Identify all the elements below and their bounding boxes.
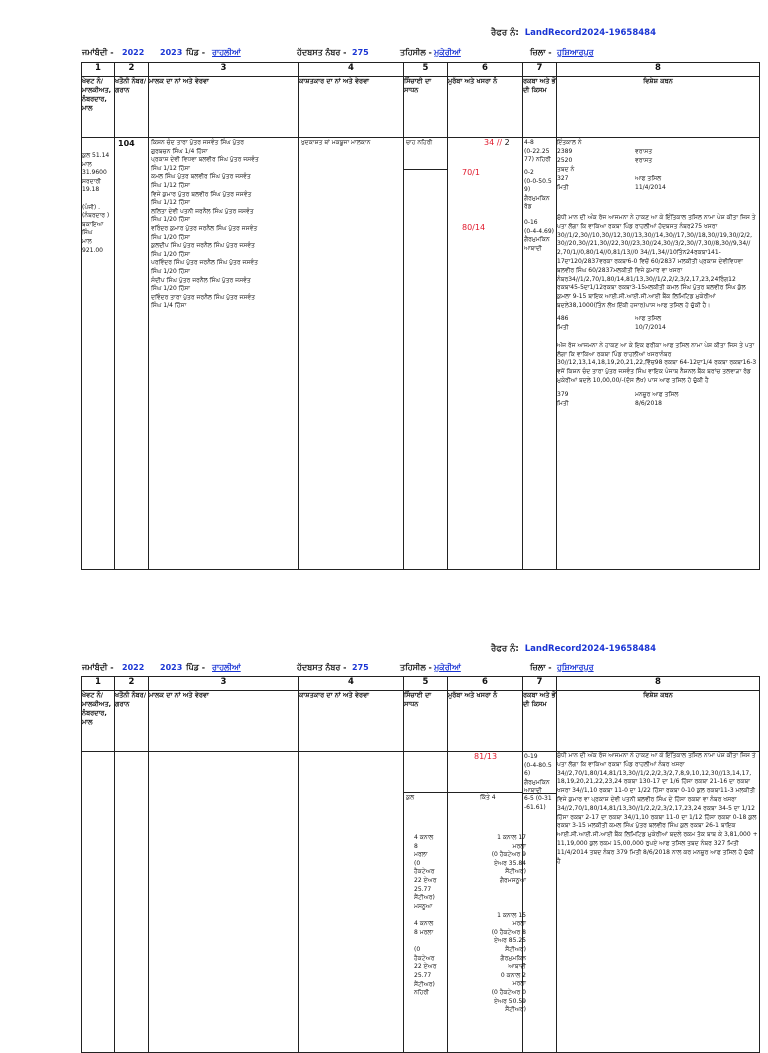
mutation-value: ਵਰਾਸਤ [635,148,653,155]
hadbast-number: 275 [352,48,369,57]
area-value: 0-16 [524,219,538,226]
year-start: 2022 [122,48,145,57]
murabba-entry [448,223,522,232]
reference-label: ਰੈਫਰ ਨੰ: [491,28,519,38]
tehsil-name: ਮੁਕੇਰੀਆਂ [434,663,461,672]
owner-list [151,139,296,311]
area-value: 77) ਨਹਿਰੀ [524,156,551,164]
owner-line: ਵਰਿੰਦਰ ਕੁਮਾਰ ਪੁੱਤਰ ਜਰਨੈਲ ਸਿੰਘ ਪੁੱਤਰ ਜਸਵੰਤ [151,224,258,232]
area-value: ਗੈਰਮੁਮਕਿਨ [524,194,550,202]
khewat-line: 921.00 [82,246,103,254]
remarks-cell [557,752,760,1053]
heading-owner: ਮਾਲਕ ਦਾ ਨਾਂ ਅਤੇ ਵੇਰਵਾ [149,77,299,138]
khewat-line: ਬਕਾਇਆ ਸਿੰਘ [82,220,104,237]
mutation-value: ਆਫ ਤਸਿਲ [635,314,662,322]
remark-paragraph: ਸ਼ੁੱਧੀ ਮਾਨ ਦੀ ਅੰਕ ਰੋਜ ਆਜਮਨਾ ਨੇ ਹਾਕਣ ਆ ਕੇ ਇੰਤਿਕਾਲ ਤਸਿਲ ਨਾਮਾ ਪੇਸ਼ ਕੀਤਾ ਜਿਸ ਤੇ ਪਤਾ ਲੱਗਾ ਕਿ ਵਾਕਿਆ ਰਕਬਾ ਪਿੰਡ ਰਾਹਲੀਆਂ ਹੱਦਬਸਤ ਨੰਬਰ275 ਖਸਰਾ 30//1/2,30//10,30//12,30//13,30//14,30//17,30//18,30//19,30//2/2, 30//20,30//21,30//22,30//23,30//24,30//3/2,30//7,30//8,30//9,34// 2,70/1//0,80/14//0,81/13//0 34//1,34//10ਤਿੰਨ24ਰਕਬਾ141-17ਦਾ120/2837ਵਰਕਾ ਰਕਬਾ6-0 ਵਿਚੋਂ 60/2837 ਮਲਕੀਤੀ ਪ੍ਰਕਾਸ਼ ਦੇਵੀਵਿਧਵਾ ਬਲਵੀਰ ਸਿੰਘ 60/2837ਮਲਕੀਤੀ ਵਿਜੇ ਕੁਮਾਰ ਵਾ ਖਸਰਾ ਨੰਬਰ34//1/2,70/1,80/14,81/13,30//1/2,2/2,3/2,17,23,24ਰਿੰਗ12 ਰਕਬਾ45-5ਦਾ1/12ਰਕਬਾ ਰਕਬਾ3-15ਮਲਕੀਤੀ ਕਮਲ ਸਿੰਘ ਪੁੱਤਰ ਬਲਵੀਰ ਸਿੰਘ ਕੁੱਲ ਕੁਮਲਾ 9-15 ਬਾਇਕ ਆਈ.ਸੀ.ਆਈ.ਸੀ.ਆਈ ਬੈਂਕ ਲਿਮਿਟਿਡ ਮੁਕੇਰੀਆਂ ਬਦਲੇ38,1000(ਤਿੰਨ ਲੱਖ ਇੱਕੀ ਹਜਾਰ)ਪਾਸ ਆਫ ਤਸਿਲ ਹੋ ਚੁੱਕੀ ਹੈ। [557,214,756,309]
area-line: (0 [414,946,421,954]
area-line: ਮਰਲਾ [512,980,526,988]
village-name: ਰਾਹਲੀਆਂ [212,48,241,57]
area-value: 0-2 [524,169,534,176]
khasra-number: 81/13 [474,752,498,761]
owner-line: ਪਰਵਿੰਦਰ ਸਿੰਘ ਪੁੱਤਰ ਜਰਨੈਲ ਸਿੰਘ ਪੁੱਤਰ ਜਸਵੰਤ [151,259,259,267]
owner-line: ਗੁਰਬਚਨ ਸਿੰਘ 1/4 ਹਿੱਸਾ [151,147,208,155]
area-value: ਆਬਾਦੀ [524,244,542,252]
khasra-number: 70/1 [462,168,480,177]
tehsil-label: ਤਹਿਸੀਲ - [400,663,432,672]
irrigation-cell [404,138,448,570]
area-cell [523,752,557,1053]
owner-cell [149,752,299,1053]
area-value: (0-4-4.69) [524,227,555,235]
tehsil-name: ਮੁਕੇਰੀਆਂ [434,48,461,57]
area-total [523,793,556,813]
area-entry [524,169,555,219]
area-line: ਸੈਂਟੀਅਰ) [505,868,526,876]
remark-paragraph: ਸ਼ੁੱਧੀ ਮਾਨ ਦੀ ਅੰਕ ਰੋਜ ਆਜਮਨਾ ਨੇ ਹਾਕਣ ਆ ਕੇ ਇੰਤਿਕਾਲ ਤਸਿਲ ਨਾਮਾ ਪੇਸ਼ ਕੀਤਾ ਜਿਸ ਤੇ ਪਤਾ ਲੱਗਾ ਕਿ ਵਾਕਿਆ ਰਕਬਾ ਪਿੰਡ ਰਾਹਲੀਆਂ ਨੰਬਰ ਖਸਰਾ 34//2,70/1,80/14,81/13,30//1/2,2/2,3/2,7,8,9,10,12,30//13,14,17, 18,19,20,21,22,23,24 ਰਕਬਾ 130-17 ਦਾ 1/6 ਹਿੱਸਾ ਰਕਬਾ 21-16 ਦਾ ਰਕਬਾ ਖਸਰਾ 34//1,10 ਰਕਬਾ 11-0 ਦਾ 1/22 ਹਿੱਸਾ ਰਕਬਾ 0-10 ਕੁਲ ਰਕਬਾ11-3 ਮਲਕੀਤੀ ਵਿਜੇ ਕੁਮਾਰ ਵਾ ਪ੍ਰਕਾਸ਼ ਦੇਵੀ ਪਤਨੀ ਬਲਵੀਰ ਸਿੰਘ ਦੇ ਹਿੱਸਾ ਰਕਬਾ ਵਾ ਨੰਬਰ ਖਸਰਾ 34//2,70/1,80/14,81/13,30//1/2,2/2,3/2,17,23,24 ਰਕਬਾ 34-5 ਦਾ 1/12 ਹਿੱਸਾ ਰਕਬਾ 2-17 ਦਾ ਰਕਬਾ 34//1,10 ਰਕਬਾ 11-0 ਦਾ 1/12 ਹਿੱਸਾ ਰਕਬਾ 0-18 ਕੁਲ ਰਕਬਾ 3-15 ਮਲਕੀਤੀ ਕਮਲ ਸਿੰਘ ਪੁੱਤਰ ਬਲਵੀਰ ਸਿੰਘ ਕੁਲ ਰਕਬਾ 26-1 ਬਾਇਕ ਆਈ.ਸੀ.ਆਈ.ਸੀ.ਆਈ ਬੈਂਕ ਲਿਮਿਟਿਡ ਮੁਕੇਰੀਆਂ ਬਦਲੇ ਰਕਮ ਤੱਕ ਬਾਬ ਕੇ 3,81,000 + 11,19,000 ਕੁਲ ਰਕਮ 15,00,000 ਰੁਪਏ ਆਫ ਤਸਿਲ ਤਬਦ ਨੰਬਰ 327 ਮਿਤੀ 11/4/2014 ਤਬਦ ਨੰਬਰ 379 ਮਿਤੀ 8/6/2018 ਨਾਲ ਕਰ ਮਨਜ਼ੂਰ ਆਫ ਤਸਿਲ ਹੋ ਚੁੱਕੀ ਹੈ [557,752,758,865]
mutation-value: 8/6/2018 [635,399,662,407]
mutation-value: ਵਰਾਸਤ [635,157,653,164]
heading-owner: ਮਾਲਕ ਦਾ ਨਾਂ ਅਤੇ ਵੇਰਵਾ [149,691,299,752]
owner-line: ਸਿੰਘ 1/20 ਹਿੱਸਾ [151,250,191,258]
owner-line: ਸਿੰਘ 1/12 ਹਿੱਸਾ [151,164,191,172]
area-line: ਏਅਰ 85.25 [494,937,526,945]
area-block-left-2 [414,920,486,997]
mutation-key: ਮਿਤੀ [557,184,569,191]
area-line: ਮਸਨੂਆ [414,902,433,910]
khasra-number: 80/14 [462,223,486,232]
khewat-cell [82,138,115,570]
area-line: 22 ਏਅਰ [414,963,437,971]
khewat-line: 31.9600 [82,169,107,177]
khewat-line: ਮਾਲ [82,237,92,245]
mutation-row [557,390,759,399]
district-name: ਹੁਸ਼ਿਆਰਪੁਰ [557,48,594,57]
area-value: ਗੈਰਮੁਮਕਿਨ [524,778,550,786]
khewat-line: 19.18 [82,186,100,194]
heading-cultivator: ਕਾਸ਼ਤਕਾਰ ਦਾ ਨਾਂ ਅਤੇ ਵੇਰਵਾ [299,691,404,752]
record-row [82,138,760,570]
mutation-row [557,314,759,323]
area-line: ਏਅਰ 50.59 [494,997,526,1005]
column-heading-row [82,77,760,138]
mutation-row [557,165,759,174]
owner-line: ਪ੍ਰਕਾਸ਼ ਦੇਵੀ ਵਿਧਵਾ ਬਲਵੀਰ ਸਿੰਘ ਪੁੱਤਰ ਜਸਵੰਤ [151,156,259,164]
reference-number [491,644,656,654]
tehsil-label: ਤਹਿਸੀਲ - [400,48,432,57]
heading-remarks: ਵਿਸ਼ੇਸ਼ ਕਥਨ [557,77,760,138]
area-line: 25.77 [414,971,432,979]
column-heading-row [82,691,760,752]
mutation-row [557,174,759,183]
col-num-3: 3 [149,677,299,691]
remark-mutation-list [557,390,759,408]
area-cell [523,138,557,570]
khatauni-number: 104 [118,139,135,148]
owner-line: ਕੁਲਦੀਪ ਸਿੰਘ ਪੁੱਤਰ ਜਰਨੈਲ ਸਿੰਘ ਪੁੱਤਰ ਜਸਵੰਤ [151,242,255,250]
record-table [81,62,760,570]
murabba-cell [414,752,526,1053]
area-line: ਸੈਂਟੀਅਰ) [414,980,435,988]
owner-line: ਸਿੰਘ 1/12 ਹਿੱਸਾ [151,181,191,189]
village-name: ਰਾਹਲੀਆਂ [212,663,241,672]
area-block-left-1 [414,834,486,911]
remark-mutation-list [557,314,759,332]
record-table [81,676,760,1053]
area-line: 1 ਕਨਾਲ 17 [497,834,526,841]
khatauni-cell [115,752,149,1053]
reference-value: LandRecord2024-19658484 [524,644,656,654]
village-label: ਪਿੰਡ - [186,48,206,57]
district-label: ਜ਼ਿਲਾ - [530,663,552,672]
owner-line: ਸਿੰਘ 1/20 ਹਿੱਸਾ [151,285,191,293]
reference-number [491,28,656,38]
area-value: (0-22.25 [524,147,550,155]
col-num-8: 8 [557,63,760,77]
mutation-value: 10/7/2014 [635,323,666,331]
khewat-cell [82,752,115,1053]
hadbast-label: ਹੱਦਬਸਤ ਨੰਬਰ - [297,663,347,672]
area-line: ਹੈਕਟੇਅਰ [414,954,435,962]
col-num-6: 6 [448,63,523,77]
area-line: (0 ਹੈਕਟੇਅਰ 9 [491,851,526,859]
owner-line: ਵਿਜੇ ਕੁਮਾਰ ਪੁੱਤਰ ਬਲਵੀਰ ਸਿੰਘ ਪੁੱਤਰ ਜਸਵੰਤ [151,190,252,198]
col-num-3: 3 [149,63,299,77]
col-num-4: 4 [299,63,404,77]
area-value: ਆਬਾਦੀ [524,787,542,795]
col-num-7: 7 [523,677,557,691]
area-line: ਆਬਾਦੀ [508,963,526,971]
irrigation-text: ਚਾਹ ਨਹਿਰੀ [406,139,433,146]
khewat-details [82,152,114,255]
reference-value: LandRecord2024-19658484 [524,28,656,38]
col-num-2: 2 [115,677,149,691]
col-num-1: 1 [82,677,115,691]
khasra-total: ਕਿੱਤੇ 4 [448,792,522,834]
col-num-5: 5 [404,63,448,77]
khatauni-cell [115,138,149,570]
record-header [82,48,702,60]
mutation-list [557,138,759,192]
jamabandi-label: ਜਮਾਂਬੰਦੀ - [82,48,114,57]
cultivator-cell [299,138,404,570]
khewat-line [82,195,114,204]
area-line: ਗੈਰਮੁਮਕਿਨ [500,954,526,962]
jamabandi-label: ਜਮਾਂਬੰਦੀ - [82,663,114,672]
mutation-key: ਇੰਤਕਾਲ ਨੰ [557,139,582,146]
area-value: 4-8 [524,139,534,146]
remarks-cell [557,138,760,570]
reference-label: ਰੈਫਰ ਨੰ: [491,644,519,654]
mutation-row [557,323,759,332]
area-line: ਮਰਲਾ [512,920,526,928]
owner-line: ਸਿੰਘ 1/12 ਹਿੱਸਾ [151,199,191,207]
murabba-cell [448,138,523,570]
year-start: 2022 [122,663,145,672]
col-num-5: 5 [404,677,448,691]
area-value: (0-4-80.5 [524,761,552,769]
heading-irrigation: ਸਿੰਚਾਈ ਦਾ ਸਾਧਨ [404,691,448,752]
col-num-2: 2 [115,63,149,77]
area-value: 6-5 (0-31 [524,795,552,802]
column-number-row [82,63,760,77]
area-line: ਮਰਲਾ [512,842,526,850]
area-line: ਸੈਂਟੀਅਰ) [505,945,526,953]
area-line: ਸੈਂਟੀਅਰ) [505,1006,526,1014]
area-value: ਰੋਡ [524,203,532,211]
mutation-key: 2389 [557,148,573,155]
area-line: (0 [414,859,421,867]
remark-paragraph: ਅੱਜ ਰੋਜ ਆਜਮਨਾ ਨੇ ਹਾਕਣ ਆ ਕੇ ਇਕ ਫਰੀਕਾ ਆਫ ਤਸਿਲ ਨਾਮਾ ਪੇਸ਼ ਕੀਤਾ ਜਿਸ ਤੇ ਪਤਾ ਲੱਗਾ ਕਿ ਵਾਕਿਆ ਰਕਬਾ ਪਿੰਡ ਰਾਹਲੀਆਂ ਖਸਰਾਨੰਬਰ 30//12,13,14,18,19,20,21,22,ਵਿੱਚ98 ਰਕਬਾ 64-12ਦਾ1/4 ਰਕਬਾ ਰਕਬਾ16-3 ਵਜੋਂ ਕਿਸ਼ਨ ਚੰਦ ਤਾਰਾ ਪੁੱਤਰ ਜਸਵੰਤ ਸਿੰਘ ਵਾਇਕ ਪੰਜਾਬ ਨੈਸ਼ਨਲ ਬੈਂਕ ਬਰਾਂਚ ਤਲਵਾੜਾ ਰੋਡ ਮੁਕੇਰੀਆਂ ਬਦਲੇ 10,00,00/-(ਦੱਸ ਲੱਖ) ਪਾਸ ਆਫ ਤਸਿਲ ਹੋ ਚੁੱਕੀ ਹੈ [557,341,757,384]
village-label: ਪਿੰਡ - [186,663,206,672]
heading-murabba: ਮੁਰੱਬਾ ਅਤੇ ਖਸਰਾ ਨੰ [448,691,523,752]
year-end: 2023 [160,48,183,57]
murabba-entry [448,138,522,168]
hadbast-label: ਹੱਦਬਸਤ ਨੰਬਰ - [297,48,347,57]
area-line: 4 ਕਨਾਲ [414,834,434,841]
area-line: 1 ਕਨਾਲ 15 [497,911,526,919]
mutation-value: ਆਫ ਤਸਿਲ [635,175,662,182]
owner-line: ਸੰਦੀਪ ਸਿੰਘ ਪੁੱਤਰ ਜਰਨੈਲ ਸਿੰਘ ਪੁੱਤਰ ਜਸਵੰਤ [151,276,251,284]
mutation-value: 11/4/2014 [635,184,666,191]
heading-khatauni: ਖਤੌਨੀ ਨੰਬਰ/ ਗਰਾਨ [115,77,149,138]
khasra-sub-number: 2 [504,138,510,147]
area-line: ਨਹਿਰੀ [414,989,429,997]
cultivator-cell [299,752,404,1053]
column-number-row [82,677,760,691]
col-num-7: 7 [523,63,557,77]
area-line: (0 ਹੈਕਟੇਅਰ 0 [491,988,526,996]
mutation-key: 379 [557,390,569,398]
area-value: 6) [524,770,531,778]
owner-cell [149,138,299,570]
owner-line: ਸਿੰਘ 1/20 ਹਿੱਸਾ [151,233,191,241]
heading-area: ਰਕਬਾ ਅਤੇ ਭੋਂ ਦੀ ਕਿਸਮ [523,77,557,138]
heading-khewat: ਖੇਵਟ ਨੰ/ ਮਾਲਕੀਅਤ, ਨੰਬਰਦਾਰ, ਮਾਲ [82,691,115,752]
owner-line: ਸਿੰਘ 1/20 ਹਿੱਸਾ [151,216,191,224]
total-label: ਕੁਲ [404,792,447,804]
heading-khatauni: ਖਤੌਨੀ ਨੰਬਰ/ ਗਰਾਨ [115,691,149,752]
area-line: ਮਰਲਾ [414,851,428,859]
khewat-line: (ਪੰਜੀ) . [82,203,101,211]
area-entry [524,219,555,253]
heading-cultivator: ਕਾਸ਼ਤਕਾਰ ਦਾ ਨਾਂ ਅਤੇ ਵੇਰਵਾ [299,77,404,138]
area-line: 0 ਕਨਾਲ 2 [500,971,526,979]
heading-area: ਰਕਬਾ ਅਤੇ ਭੋਂ ਦੀ ਕਿਸਮ [523,691,557,752]
record-row [82,752,760,1053]
area-line: 22 ਏਅਰ [414,876,437,884]
mutation-key: ਮਿਤੀ [557,399,569,407]
record-header [82,663,702,675]
area-line: ਏਅਰ 35.84 [494,859,526,867]
area-value: 0-19 [524,753,538,760]
area-line: 4 ਕਨਾਲ [414,920,434,928]
district-label: ਜ਼ਿਲਾ - [530,48,552,57]
area-entry [523,752,556,793]
murabba-entry [448,168,522,223]
area-line: ਹੈਕਟੇਅਰ [414,868,435,876]
owner-line: ਕਮਲ ਸਿੰਘ ਪੁੱਤਰ ਬਲਵੀਰ ਸਿੰਘ ਪੁੱਤਰ ਜਸਵੰਤ [151,173,251,181]
year-end: 2023 [160,663,183,672]
area-entry [524,139,555,169]
mutation-row [557,183,759,192]
area-line: ਗੈਰਮਸਨੂਆ [499,876,526,884]
khewat-line: ਕੁਲ 51.14 [82,152,110,159]
owner-line: ਸਿੰਘ 1/4 ਹਿੱਸਾ [151,302,187,310]
khewat-line: (ਨੰਬਰਦਾਰ ) [82,212,110,220]
mutation-key: 2520 [557,157,573,164]
mutation-key: 327 [557,175,569,182]
owner-line: ਲਲਿਤਾ ਦੇਵੀ ਪਤਨੀ ਜਰਨੈਲ ਸਿੰਘ ਪੁੱਤਰ ਜਸਵੰਤ [151,207,254,215]
area-block-right [480,834,526,1015]
area-block-right-1 [480,834,526,886]
owner-line: ਕਿਸ਼ਨ ਚੰਦ ਤਾਰਾ ਪੁੱਤਰ ਜਸਵੰਤ ਸਿੰਘ ਪੁੱਤਰ [151,139,244,146]
area-value: 9) [524,186,531,194]
khasra-number: 34 [484,138,495,147]
khewat-line: ਮਾਲ [82,160,92,168]
mutation-row [557,156,759,165]
hadbast-number: 275 [352,663,369,672]
area-value: -61.61) [524,803,546,811]
mutation-key: ਤਬਦ ਨੰ [557,166,575,173]
area-line: 8 [414,842,418,850]
owner-line: ਸਿੰਘ 1/20 ਹਿੱਸਾ [151,267,191,275]
district-name: ਹੁਸ਼ਿਆਰਪੁਰ [557,663,594,672]
area-line: 25.77 [414,885,432,893]
mutation-row [557,138,759,147]
area-line [414,938,486,947]
heading-remarks: ਵਿਸ਼ੇਸ਼ ਕਥਨ [557,691,760,752]
mutation-key: 486 [557,314,569,322]
col-num-4: 4 [299,677,404,691]
area-block-left [414,834,486,998]
mutation-row [557,147,759,156]
cultivator-text: ਖੁਦਕਾਸ਼ਤ ਥਾਂ ਮਕਬੂਜਾ ਮਾਲਕਾਨ [301,139,371,146]
col-num-8: 8 [557,677,760,691]
area-line: (0 ਹੈਕਟੇਅਰ 8 [491,928,526,936]
mutation-row [557,399,759,408]
area-line: 8 ਮਰਲਾ [414,928,434,936]
area-value: (0-0-50.5 [524,177,552,185]
mutation-key: ਮਿਤੀ [557,323,569,331]
col-num-6: 6 [448,677,523,691]
khasra-separator: // [496,138,503,147]
khewat-line: ਸਰਦਾਰੀ [82,177,101,185]
heading-khewat: ਖੇਵਟ ਨੰ/ ਮਾਲਕੀਅਤ, ਨੰਬਰਦਾਰ, ਮਾਲ [82,77,115,138]
heading-murabba: ਮੁਰੱਬਾ ਅਤੇ ਖਸਰਾ ਨੰ [448,77,523,138]
owner-line: ਦਵਿੰਦਰ ਤਾਰਾ ਪੁੱਤਰ ਜਰਨੈਲ ਸਿੰਘ ਪੁੱਤਰ ਜਸਵੰਤ [151,293,255,301]
area-block-right-2 [480,912,526,1015]
area-line: ਸੈਂਟੀਅਰ) [414,894,435,902]
col-num-1: 1 [82,63,115,77]
heading-irrigation: ਸਿੰਚਾਈ ਦਾ ਸਾਧਨ [404,77,448,138]
area-value: ਗੈਰਮੁਮਕਿਨ [524,236,550,244]
record-page-2 [0,636,768,1024]
mutation-value: ਮਨਜ਼ੂਰ ਆਫ ਤਸਿਲ [635,390,679,398]
